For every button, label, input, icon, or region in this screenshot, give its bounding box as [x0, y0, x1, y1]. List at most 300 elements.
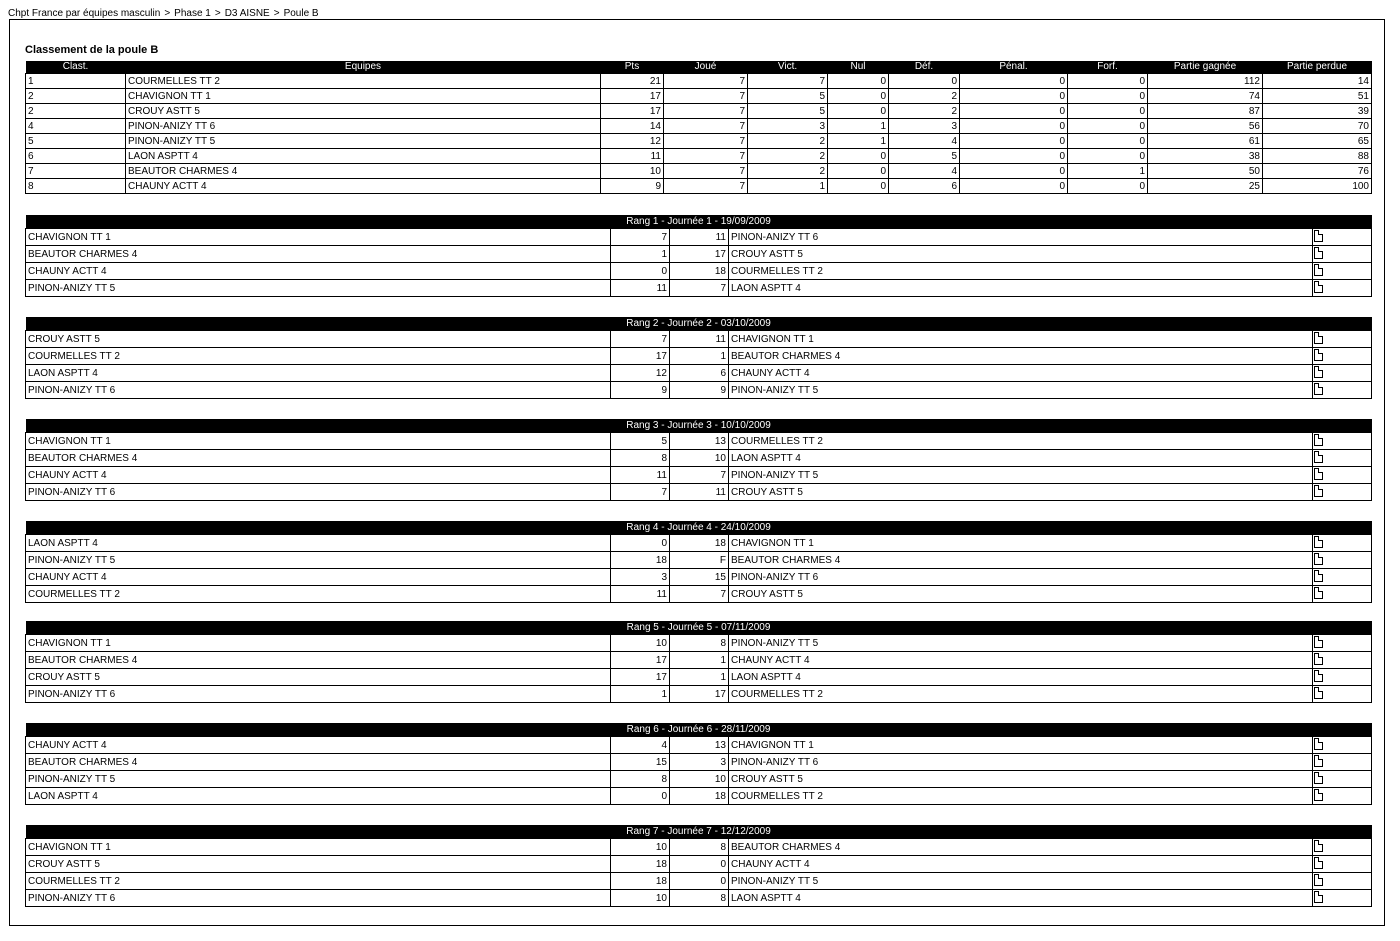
home-team: BEAUTOR CHARMES 4 [26, 652, 611, 669]
document-icon[interactable] [1314, 451, 1323, 463]
home-team: CROUY ASTT 5 [26, 331, 611, 348]
away-team: CHAVIGNON TT 1 [729, 535, 1313, 552]
home-score: 7 [611, 331, 670, 348]
away-team: CROUY ASTT 5 [729, 586, 1313, 603]
header-played: Joué [664, 61, 748, 74]
games-won-cell: 56 [1148, 119, 1263, 134]
round-title: Rang 5 - Journée 5 - 07/11/2009 [26, 621, 1372, 635]
games-lost-cell: 51 [1263, 89, 1372, 104]
points-cell: 10 [601, 164, 664, 179]
forfeits-cell: 0 [1068, 119, 1148, 134]
header-games-lost: Partie perdue [1263, 61, 1372, 74]
match-row [26, 635, 1372, 652]
document-icon[interactable] [1314, 264, 1323, 276]
away-score: 7 [670, 586, 729, 603]
document-icon[interactable] [1314, 553, 1323, 565]
home-score: 11 [611, 467, 670, 484]
away-score: 7 [670, 467, 729, 484]
home-team: LAON ASPTT 4 [26, 788, 611, 805]
home-score: 8 [611, 771, 670, 788]
away-score: 1 [670, 652, 729, 669]
home-score: 8 [611, 450, 670, 467]
standings-row [26, 74, 1372, 89]
home-team: PINON-ANIZY TT 5 [26, 771, 611, 788]
team-cell[interactable]: PINON-ANIZY TT 5 [126, 134, 601, 149]
forfeits-cell: 0 [1068, 134, 1148, 149]
points-cell: 12 [601, 134, 664, 149]
document-icon[interactable] [1314, 434, 1323, 446]
draws-cell: 0 [828, 164, 889, 179]
games-lost-cell: 39 [1263, 104, 1372, 119]
breadcrumb-item-current: Poule B [283, 8, 319, 19]
document-icon[interactable] [1314, 670, 1323, 682]
home-team: CHAVIGNON TT 1 [26, 839, 611, 856]
header-rank: Clast. [26, 61, 126, 74]
match-row [26, 484, 1372, 501]
match-sheet-link[interactable] [1313, 450, 1372, 467]
played-cell: 7 [664, 104, 748, 119]
home-score: 0 [611, 788, 670, 805]
draws-cell: 1 [828, 134, 889, 149]
match-row [26, 737, 1372, 754]
match-row [26, 382, 1372, 399]
away-score: 13 [670, 737, 729, 754]
wins-cell: 5 [748, 104, 828, 119]
draws-cell: 0 [828, 74, 889, 89]
home-score: 9 [611, 382, 670, 399]
home-score: 1 [611, 246, 670, 263]
match-sheet-link[interactable] [1313, 686, 1372, 703]
document-icon[interactable] [1314, 247, 1323, 259]
points-cell: 11 [601, 149, 664, 164]
away-team: CHAVIGNON TT 1 [729, 331, 1313, 348]
round-title: Rang 7 - Journée 7 - 12/12/2009 [26, 825, 1372, 839]
home-score: 7 [611, 484, 670, 501]
match-sheet-link[interactable] [1313, 229, 1372, 246]
away-score: 11 [670, 331, 729, 348]
standings-row [26, 89, 1372, 104]
away-score: 0 [670, 873, 729, 890]
penalties-cell: 0 [960, 179, 1068, 194]
home-score: 11 [611, 586, 670, 603]
away-team: COURMELLES TT 2 [729, 686, 1313, 703]
standings-table [25, 61, 1372, 194]
match-row [26, 246, 1372, 263]
match-sheet-link[interactable] [1313, 669, 1372, 686]
away-team: BEAUTOR CHARMES 4 [729, 552, 1313, 569]
draws-cell: 0 [828, 104, 889, 119]
match-row [26, 552, 1372, 569]
header-points: Pts [601, 61, 664, 74]
away-score: 13 [670, 433, 729, 450]
away-score: 18 [670, 788, 729, 805]
breadcrumb-item[interactable]: Chpt France par équipes masculin [8, 8, 161, 19]
away-team: LAON ASPTT 4 [729, 890, 1313, 907]
away-team: CHAUNY ACTT 4 [729, 856, 1313, 873]
standings-row [26, 119, 1372, 134]
played-cell: 7 [664, 89, 748, 104]
home-score: 15 [611, 754, 670, 771]
round-table [25, 215, 1372, 297]
home-score: 17 [611, 348, 670, 365]
document-icon[interactable] [1314, 772, 1323, 784]
home-team: CHAUNY ACTT 4 [26, 737, 611, 754]
match-sheet-link[interactable] [1313, 652, 1372, 669]
standings-row [26, 179, 1372, 194]
home-team: LAON ASPTT 4 [26, 535, 611, 552]
away-score: 0 [670, 856, 729, 873]
match-sheet-link[interactable] [1313, 788, 1372, 805]
away-team: CHAVIGNON TT 1 [729, 737, 1313, 754]
match-row [26, 873, 1372, 890]
wins-cell: 2 [748, 134, 828, 149]
breadcrumb-item[interactable]: D3 AISNE [224, 8, 270, 19]
penalties-cell: 0 [960, 119, 1068, 134]
home-team: CHAVIGNON TT 1 [26, 433, 611, 450]
document-icon[interactable] [1314, 789, 1323, 801]
home-team: LAON ASPTT 4 [26, 365, 611, 382]
away-score: 3 [670, 754, 729, 771]
away-score: 10 [670, 450, 729, 467]
rank-cell: 2 [26, 89, 126, 104]
away-team: COURMELLES TT 2 [729, 433, 1313, 450]
away-team: CROUY ASTT 5 [729, 484, 1313, 501]
match-sheet-link[interactable] [1313, 280, 1372, 297]
forfeits-cell: 0 [1068, 149, 1148, 164]
round-table [25, 723, 1372, 805]
points-cell: 17 [601, 89, 664, 104]
document-icon[interactable] [1314, 366, 1323, 378]
forfeits-cell: 0 [1068, 74, 1148, 89]
match-sheet-link[interactable] [1313, 856, 1372, 873]
team-cell[interactable]: CHAVIGNON TT 1 [126, 89, 601, 104]
match-sheet-link[interactable] [1313, 873, 1372, 890]
rank-cell: 1 [26, 74, 126, 89]
played-cell: 7 [664, 74, 748, 89]
home-team: BEAUTOR CHARMES 4 [26, 754, 611, 771]
round-header-row [26, 215, 1372, 229]
away-team: PINON-ANIZY TT 5 [729, 467, 1313, 484]
wins-cell: 2 [748, 164, 828, 179]
away-score: 18 [670, 263, 729, 280]
match-sheet-link[interactable] [1313, 382, 1372, 399]
home-team: PINON-ANIZY TT 6 [26, 382, 611, 399]
rank-cell: 6 [26, 149, 126, 164]
match-sheet-link[interactable] [1313, 433, 1372, 450]
round-header-row [26, 521, 1372, 535]
match-sheet-link[interactable] [1313, 331, 1372, 348]
match-row [26, 433, 1372, 450]
document-icon[interactable] [1314, 687, 1323, 699]
penalties-cell: 0 [960, 89, 1068, 104]
home-team: CHAVIGNON TT 1 [26, 229, 611, 246]
home-team: CHAVIGNON TT 1 [26, 635, 611, 652]
draws-cell: 0 [828, 149, 889, 164]
away-score: 11 [670, 229, 729, 246]
home-team: PINON-ANIZY TT 6 [26, 686, 611, 703]
home-score: 18 [611, 856, 670, 873]
penalties-cell: 0 [960, 134, 1068, 149]
match-row [26, 535, 1372, 552]
document-icon[interactable] [1314, 230, 1323, 242]
played-cell: 7 [664, 149, 748, 164]
document-icon[interactable] [1314, 857, 1323, 869]
team-cell[interactable]: CROUY ASTT 5 [126, 104, 601, 119]
match-row [26, 686, 1372, 703]
games-lost-cell: 65 [1263, 134, 1372, 149]
home-score: 12 [611, 365, 670, 382]
breadcrumb-separator: > [164, 8, 171, 19]
home-score: 11 [611, 280, 670, 297]
match-row [26, 839, 1372, 856]
games-won-cell: 112 [1148, 74, 1263, 89]
wins-cell: 5 [748, 89, 828, 104]
breadcrumb-separator: > [214, 8, 221, 19]
home-score: 3 [611, 569, 670, 586]
header-forfeits: Forf. [1068, 61, 1148, 74]
losses-cell: 6 [889, 179, 960, 194]
match-row [26, 263, 1372, 280]
away-score: 6 [670, 365, 729, 382]
home-team: PINON-ANIZY TT 6 [26, 890, 611, 907]
home-score: 10 [611, 890, 670, 907]
match-row [26, 669, 1372, 686]
standings-header-row [26, 61, 1372, 74]
away-team: PINON-ANIZY TT 6 [729, 569, 1313, 586]
points-cell: 9 [601, 179, 664, 194]
rank-cell: 4 [26, 119, 126, 134]
team-cell[interactable]: PINON-ANIZY TT 6 [126, 119, 601, 134]
home-score: 7 [611, 229, 670, 246]
document-icon[interactable] [1314, 738, 1323, 750]
away-team: COURMELLES TT 2 [729, 788, 1313, 805]
document-icon[interactable] [1314, 840, 1323, 852]
match-sheet-link[interactable] [1313, 467, 1372, 484]
home-score: 5 [611, 433, 670, 450]
home-team: COURMELLES TT 2 [26, 873, 611, 890]
round-title: Rang 6 - Journée 6 - 28/11/2009 [26, 723, 1372, 737]
team-cell[interactable]: CHAUNY ACTT 4 [126, 179, 601, 194]
games-won-cell: 50 [1148, 164, 1263, 179]
home-score: 4 [611, 737, 670, 754]
losses-cell: 3 [889, 119, 960, 134]
round-title: Rang 3 - Journée 3 - 10/10/2009 [26, 419, 1372, 433]
away-team: PINON-ANIZY TT 5 [729, 635, 1313, 652]
match-sheet-link[interactable] [1313, 535, 1372, 552]
penalties-cell: 0 [960, 104, 1068, 119]
games-won-cell: 87 [1148, 104, 1263, 119]
header-wins: Vict. [748, 61, 828, 74]
away-team: CROUY ASTT 5 [729, 246, 1313, 263]
document-icon[interactable] [1314, 485, 1323, 497]
header-draws: Nul [828, 61, 889, 74]
home-team: COURMELLES TT 2 [26, 348, 611, 365]
round-table [25, 825, 1372, 907]
document-icon[interactable] [1314, 468, 1323, 480]
match-sheet-link[interactable] [1313, 839, 1372, 856]
away-score: 17 [670, 686, 729, 703]
home-score: 1 [611, 686, 670, 703]
header-team: Equipes [126, 61, 601, 74]
penalties-cell: 0 [960, 149, 1068, 164]
draws-cell: 0 [828, 89, 889, 104]
match-sheet-link[interactable] [1313, 737, 1372, 754]
away-team: LAON ASPTT 4 [729, 450, 1313, 467]
round-header-row [26, 317, 1372, 331]
home-team: PINON-ANIZY TT 5 [26, 280, 611, 297]
match-row [26, 652, 1372, 669]
match-sheet-link[interactable] [1313, 569, 1372, 586]
document-icon[interactable] [1314, 891, 1323, 903]
document-icon[interactable] [1314, 874, 1323, 886]
rank-cell: 5 [26, 134, 126, 149]
match-row [26, 229, 1372, 246]
home-score: 10 [611, 635, 670, 652]
games-won-cell: 74 [1148, 89, 1263, 104]
penalties-cell: 0 [960, 74, 1068, 89]
round-title: Rang 1 - Journée 1 - 19/09/2009 [26, 215, 1372, 229]
match-sheet-link[interactable] [1313, 586, 1372, 603]
home-team: BEAUTOR CHARMES 4 [26, 450, 611, 467]
away-team: BEAUTOR CHARMES 4 [729, 348, 1313, 365]
header-penalties: Pénal. [960, 61, 1068, 74]
away-team: CROUY ASTT 5 [729, 771, 1313, 788]
standings-row [26, 149, 1372, 164]
wins-cell: 1 [748, 179, 828, 194]
document-icon[interactable] [1314, 570, 1323, 582]
played-cell: 7 [664, 179, 748, 194]
points-cell: 14 [601, 119, 664, 134]
home-team: CHAUNY ACTT 4 [26, 263, 611, 280]
away-team: PINON-ANIZY TT 5 [729, 873, 1313, 890]
standings-row [26, 104, 1372, 119]
match-sheet-link[interactable] [1313, 754, 1372, 771]
round-header-row [26, 723, 1372, 737]
round-header-row [26, 825, 1372, 839]
team-cell[interactable]: BEAUTOR CHARMES 4 [126, 164, 601, 179]
home-team: CROUY ASTT 5 [26, 669, 611, 686]
document-icon[interactable] [1314, 536, 1323, 548]
rank-cell: 8 [26, 179, 126, 194]
away-team: BEAUTOR CHARMES 4 [729, 839, 1313, 856]
away-score: 8 [670, 890, 729, 907]
document-icon[interactable] [1314, 587, 1323, 599]
rank-cell: 7 [26, 164, 126, 179]
games-lost-cell: 14 [1263, 74, 1372, 89]
match-sheet-link[interactable] [1313, 348, 1372, 365]
page-title: Classement de la poule B [25, 44, 159, 56]
home-score: 0 [611, 535, 670, 552]
match-sheet-link[interactable] [1313, 365, 1372, 382]
draws-cell: 0 [828, 179, 889, 194]
away-team: LAON ASPTT 4 [729, 280, 1313, 297]
rank-cell: 2 [26, 104, 126, 119]
games-won-cell: 38 [1148, 149, 1263, 164]
losses-cell: 2 [889, 89, 960, 104]
breadcrumb-item[interactable]: Phase 1 [174, 8, 211, 19]
match-row [26, 331, 1372, 348]
away-score: 17 [670, 246, 729, 263]
away-score: 18 [670, 535, 729, 552]
away-team: PINON-ANIZY TT 5 [729, 382, 1313, 399]
games-lost-cell: 76 [1263, 164, 1372, 179]
home-team: BEAUTOR CHARMES 4 [26, 246, 611, 263]
round-title: Rang 4 - Journée 4 - 24/10/2009 [26, 521, 1372, 535]
document-icon[interactable] [1314, 755, 1323, 767]
away-team: CHAUNY ACTT 4 [729, 365, 1313, 382]
played-cell: 7 [664, 134, 748, 149]
losses-cell: 5 [889, 149, 960, 164]
home-team: CROUY ASTT 5 [26, 856, 611, 873]
away-score: 7 [670, 280, 729, 297]
match-row [26, 569, 1372, 586]
document-icon[interactable] [1314, 383, 1323, 395]
wins-cell: 7 [748, 74, 828, 89]
document-icon[interactable] [1314, 281, 1323, 293]
match-row [26, 586, 1372, 603]
home-score: 18 [611, 552, 670, 569]
forfeits-cell: 0 [1068, 179, 1148, 194]
wins-cell: 2 [748, 149, 828, 164]
penalties-cell: 0 [960, 164, 1068, 179]
match-sheet-link[interactable] [1313, 552, 1372, 569]
away-score: 1 [670, 348, 729, 365]
forfeits-cell: 0 [1068, 104, 1148, 119]
losses-cell: 2 [889, 104, 960, 119]
away-team: COURMELLES TT 2 [729, 263, 1313, 280]
match-row [26, 771, 1372, 788]
document-icon[interactable] [1314, 636, 1323, 648]
team-cell[interactable]: LAON ASPTT 4 [126, 149, 601, 164]
match-sheet-link[interactable] [1313, 246, 1372, 263]
match-sheet-link[interactable] [1313, 484, 1372, 501]
document-icon[interactable] [1314, 349, 1323, 361]
round-table [25, 317, 1372, 399]
games-lost-cell: 100 [1263, 179, 1372, 194]
document-icon[interactable] [1314, 653, 1323, 665]
round-table [25, 419, 1372, 501]
match-row [26, 788, 1372, 805]
home-team: COURMELLES TT 2 [26, 586, 611, 603]
team-cell[interactable]: COURMELLES TT 2 [126, 74, 601, 89]
home-team: CHAUNY ACTT 4 [26, 467, 611, 484]
forfeits-cell: 0 [1068, 89, 1148, 104]
breadcrumb-separator: > [273, 8, 280, 19]
round-table [25, 521, 1372, 603]
home-score: 10 [611, 839, 670, 856]
match-sheet-link[interactable] [1313, 635, 1372, 652]
home-team: PINON-ANIZY TT 6 [26, 484, 611, 501]
away-score: 8 [670, 635, 729, 652]
match-row [26, 467, 1372, 484]
home-team: PINON-ANIZY TT 5 [26, 552, 611, 569]
round-header-row [26, 419, 1372, 433]
away-team: PINON-ANIZY TT 6 [729, 229, 1313, 246]
match-row [26, 365, 1372, 382]
round-header-row [26, 621, 1372, 635]
games-lost-cell: 70 [1263, 119, 1372, 134]
away-score: 1 [670, 669, 729, 686]
match-row [26, 348, 1372, 365]
document-icon[interactable] [1314, 332, 1323, 344]
match-sheet-link[interactable] [1313, 771, 1372, 788]
header-losses: Déf. [889, 61, 960, 74]
home-score: 17 [611, 652, 670, 669]
match-sheet-link[interactable] [1313, 890, 1372, 907]
match-sheet-link[interactable] [1313, 263, 1372, 280]
away-score: 11 [670, 484, 729, 501]
match-row [26, 890, 1372, 907]
